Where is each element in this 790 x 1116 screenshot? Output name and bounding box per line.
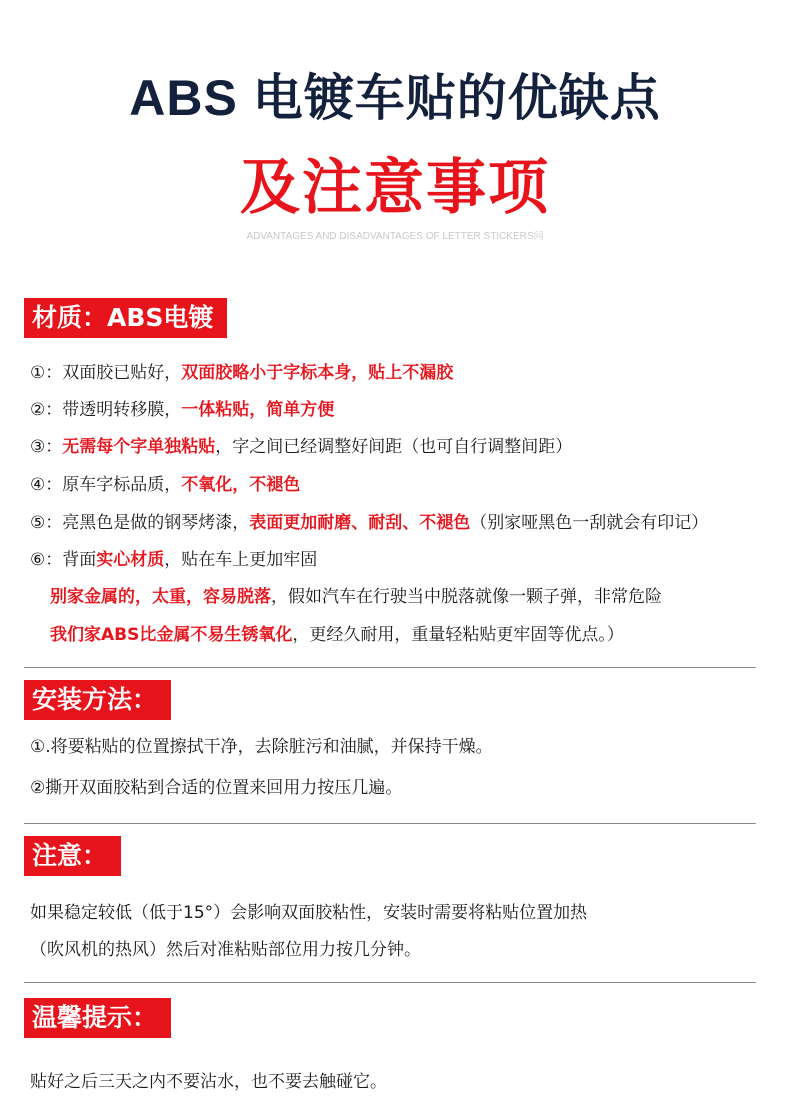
notice-heading: 注意： [24, 836, 121, 876]
item-highlight: 不氧化，不褪色 [181, 475, 301, 495]
item-highlight: 我们家ABS比金属不易生锈氧化 [50, 625, 293, 645]
install-item-2: ②撕开双面胶粘到合适的位置来回用力按压几遍。 [30, 778, 403, 798]
item-highlight: 别家金属的，太重，容易脱落 [50, 587, 271, 607]
item-text: ，贴在车上更加牢固 [164, 550, 318, 570]
material-heading: 材质：ABS电镀 [24, 298, 227, 338]
english-subtitle: ADVANTAGES AND DISADVANTAGES OF LETTER STICKERS问 [246, 231, 544, 242]
item-text: ，假如汽车在行驶当中脱落就像一颗子弹，非常危险 [271, 587, 662, 607]
material-item-5 [30, 511, 708, 535]
item-text: ⑥：背面 [30, 550, 97, 570]
material-item-8 [50, 623, 624, 647]
material-item-3 [30, 435, 572, 459]
material-item-1 [30, 361, 453, 385]
tips-heading: 温馨提示： [24, 998, 171, 1038]
item-highlight: 表面更加耐磨、耐刮、不褪色 [249, 513, 471, 533]
item-text: ，更经久耐用，重量轻粘贴更牢固等优点。） [292, 625, 624, 645]
item-text: ，字之间已经调整好间距（也可自行调整间距） [215, 437, 573, 457]
section-divider [24, 823, 756, 824]
material-item-2 [30, 398, 334, 422]
item-text: ①：双面胶已贴好， [30, 363, 182, 383]
item-text: ③： [30, 437, 63, 457]
notice-item-2: （吹风机的热风）然后对准粘贴部位用力按几分钟。 [30, 940, 421, 960]
page-subtitle-red: 及注意事项 [240, 153, 550, 223]
notice-item-1: 如果稳定较低（低于15°）会影响双面胶粘性，安装时需要将粘贴位置加热 [30, 903, 588, 923]
tips-item-1: 贴好之后三天之内不要沾水，也不要去触碰它。 [30, 1072, 387, 1092]
item-highlight: 无需每个字单独粘贴 [62, 437, 216, 457]
item-highlight: 双面胶略小于字标本身，贴上不漏胶 [181, 363, 454, 383]
item-text: ②：带透明转移膜， [30, 400, 182, 420]
section-divider [24, 667, 756, 668]
install-item-1: ①.将要粘贴的位置擦拭干净，去除脏污和油腻，并保持干燥。 [30, 737, 493, 757]
section-divider [24, 982, 756, 983]
page-title: ABS 电镀车贴的优缺点 [129, 70, 661, 126]
material-item-7 [50, 585, 662, 609]
item-text: （别家哑黑色一刮就会有印记） [470, 513, 709, 533]
install-heading: 安装方法： [24, 680, 171, 720]
item-highlight: 实心材质 [96, 550, 165, 570]
item-highlight: 一体粘贴，简单方便 [181, 400, 335, 420]
material-item-6 [30, 548, 317, 572]
item-text: ④：原车字标品质， [30, 475, 182, 495]
material-item-4 [30, 473, 300, 497]
item-text: ⑤：亮黑色是做的钢琴烤漆， [30, 513, 250, 533]
